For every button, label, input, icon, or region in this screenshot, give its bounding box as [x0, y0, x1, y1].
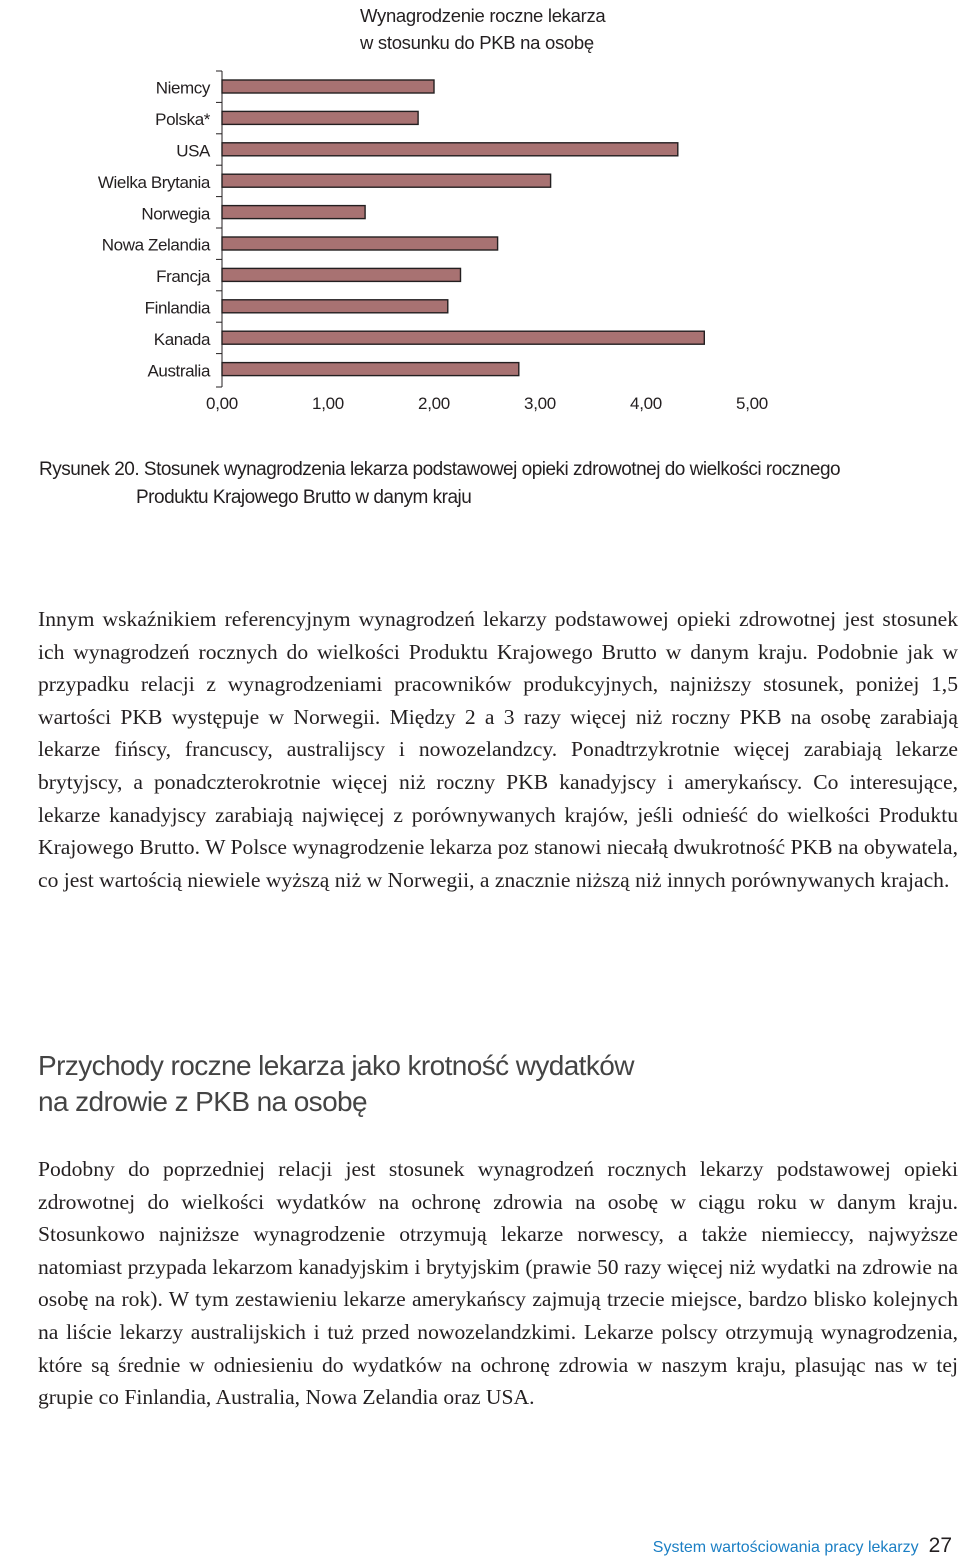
bar — [222, 143, 678, 156]
page-footer — [653, 1534, 952, 1558]
bar-chart — [0, 60, 800, 430]
x-tick-label: 4,00 — [630, 394, 662, 413]
category-label: Finlandia — [144, 298, 210, 318]
category-label: Wielka Brytania — [97, 172, 210, 192]
category-label: Kanada — [153, 329, 210, 349]
bar — [222, 363, 519, 376]
x-tick-label: 3,00 — [524, 394, 556, 413]
paragraph-2 — [38, 1153, 958, 1414]
bar — [222, 206, 365, 219]
paragraph-1 — [38, 603, 958, 896]
caption-line-1: Rysunek 20. Stosunek wynagrodzenia lekarza podstawowej opieki zdrowotnej do wielkości rocznego — [39, 459, 841, 480]
chart-title-line-2: w stosunku do PKB na osobę — [360, 32, 594, 53]
page-number: 27 — [928, 1534, 952, 1557]
bar — [222, 174, 551, 187]
section-heading-line-1: Przychody roczne lekarza jako krotność wydatków — [38, 1050, 634, 1081]
chart-title — [360, 2, 660, 56]
bar — [222, 80, 434, 93]
category-label: Niemcy — [155, 78, 210, 98]
bar — [222, 111, 418, 124]
x-tick-label: 2,00 — [418, 394, 450, 413]
bar — [222, 237, 498, 250]
chart-title-line-1: Wynagrodzenie roczne lekarza — [360, 5, 606, 26]
category-label: USA — [176, 141, 210, 161]
category-label: Polska* — [155, 110, 210, 130]
caption-line-2: Produktu Krajowego Brutto w danym kraju — [136, 487, 472, 508]
footer-title: System wartościowania pracy lekarzy — [652, 1539, 919, 1556]
paragraph-2-text: Podobny do poprzedniej relacji jest stosunek wynagrodzeń rocznych lekarzy podstawowej opieki zdrowotnej do wielkości wydatków na ochronę zdrowia na osobę w ciągu roku w danym kraju. Stosunkowo najniższe wynagrodzenie otrzymują lekarze norwescy, a także niemieccy, najwyższe natomiast przypada lekarzom kanadyjskim i brytyjskim (prawie 50 razy więcej niż wydatki na zdrowie na osobę na rok). W tym zestawieniu lekarze amerykańscy zajmują trzecie miejsce, bardzo blisko kolejnych na liście lekarzy australijskich i tuż przed nowozelandzkimi. Lekarze polscy otrzymują wynagrodzenia, które są średnie w odniesieniu do wydatków na ochronę zdrowia w naszym kraju, plasując nas w tej grupie co Finlandia, Australia, Nowa Zelandia oraz USA. — [38, 1157, 958, 1410]
category-label: Norwegia — [141, 204, 210, 224]
bar — [222, 331, 704, 344]
paragraph-1-text: Innym wskaźnikiem referencyjnym wynagrodzeń lekarzy podstawowej opieki zdrowotnej jest stosunek ich wynagrodzeń rocznych do wielkości Produktu Krajowego Brutto w danym kraju. Podobnie jak w przypadku relacji z wynagrodzeniami pracowników produkcyjnych, najniższy stosunek, poniżej 1,5 wartości PKB występuje w Norwegii. Między 2 a 3 razy więcej niż roczny PKB na osobę zarabiają lekarze fińscy, francuscy, australijscy i nowozelandzcy. Ponadtrzykrotnie więcej zarabiają lekarze brytyjscy, a ponadczterokrotnie więcej niż roczny PKB kanadyjscy i amerykańscy. Co interesujące, lekarze kanadyjscy zarabiają najwięcej z porównywanych krajów, jeśli odnieść do wielkości Produktu Krajowego Brutto. W Polsce wynagrodzenie lekarza poz stanowi niecałą dwukrotność PKB na obywatela, co jest wartością niewiele wyższą niż w Norwegii, a znacznie niższą niż innych porównywanych krajach. — [38, 607, 958, 892]
x-tick-label: 0,00 — [206, 394, 238, 413]
x-tick-label: 1,00 — [312, 394, 344, 413]
figure-caption — [39, 456, 939, 512]
category-label: Francja — [156, 267, 210, 287]
bar — [222, 300, 448, 313]
category-label: Nowa Zelandia — [101, 235, 210, 255]
x-tick-label: 5,00 — [736, 394, 768, 413]
category-label: Australia — [147, 361, 210, 381]
section-heading-line-2: na zdrowie z PKB na osobę — [38, 1086, 367, 1117]
section-heading — [38, 1048, 838, 1120]
bar — [222, 268, 461, 281]
